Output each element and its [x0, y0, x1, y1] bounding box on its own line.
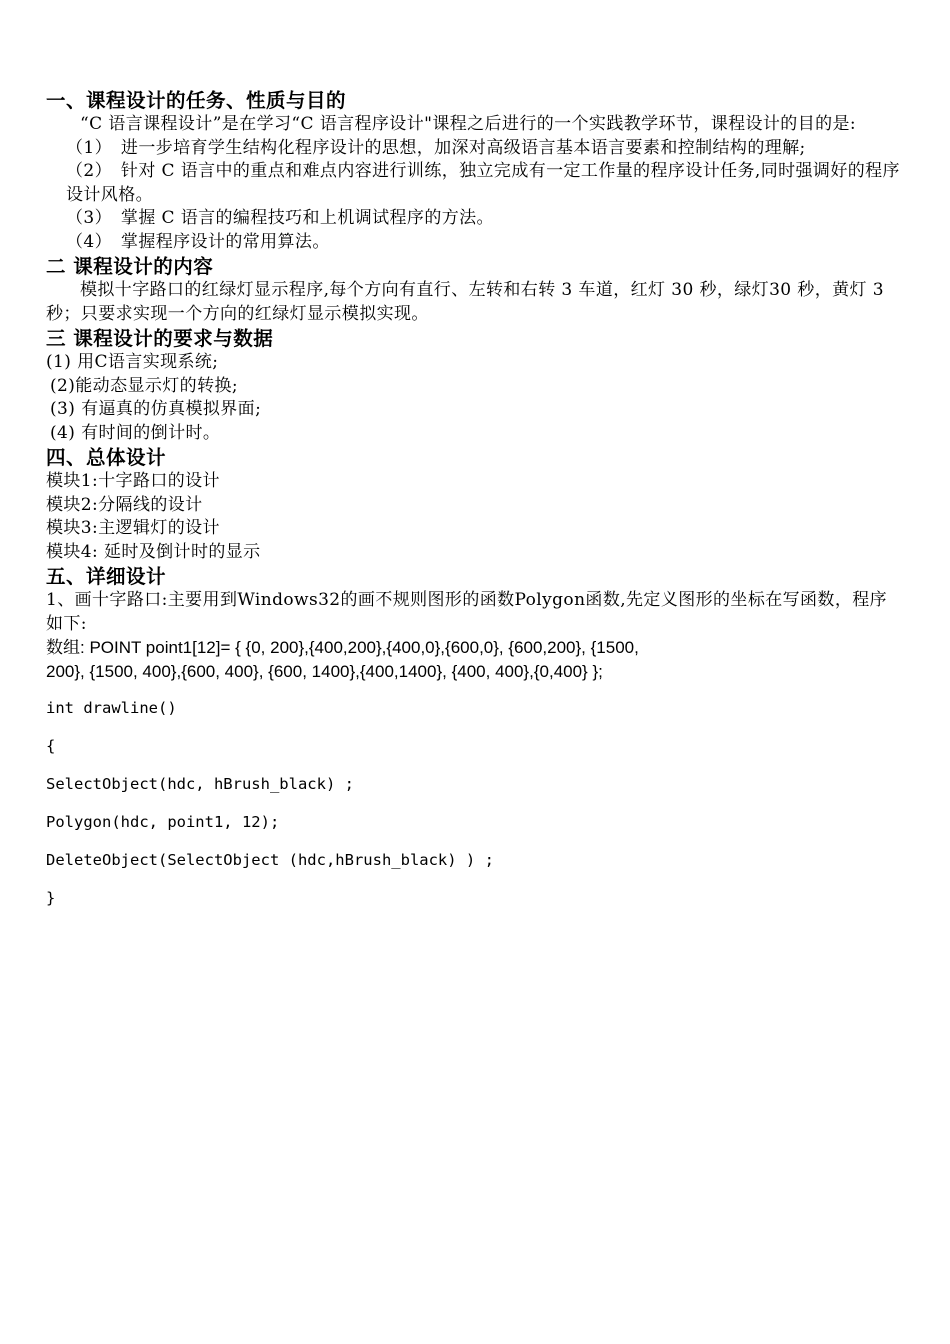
module-item-2: 模块2:分隔线的设计 — [46, 494, 203, 515]
module-item-3: 模块3:主逻辑灯的设计 — [46, 518, 220, 538]
requirement-item-1: (1) 用C语言实现系统; — [46, 352, 219, 372]
code-line: Polygon(hdc, point1, 12); — [46, 813, 280, 831]
requirement-item-4: (4) 有时间的倒计时。 — [50, 422, 221, 443]
section-5-heading: 五、详细设计 — [46, 565, 167, 588]
code-line: DeleteObject(SelectObject (hdc,hBrush_black) ) ; — [46, 851, 494, 869]
detail-paragraph: 1、画十字路口:主要用到Windows32的画不规则图形的函数Polygon函数,先定义图形的坐标在写函数，程序如下: — [46, 590, 888, 634]
array-declaration-line-2: 200}, {1500, 400},{600, 400}, {600, 1400},{400,1400}, {400, 400},{0,400} }; — [46, 662, 603, 681]
section-1-intro: “C 语言课程设计”是在学习“C 语言程序设计"课程之后进行的一个实践教学环节，课程设计的目的是: — [80, 114, 857, 134]
code-line: SelectObject(hdc, hBrush_black) ; — [46, 775, 354, 793]
section-1-heading: 一、课程设计的任务、性质与目的 — [46, 89, 347, 112]
section-1-item-3: （3） 掌握 C 语言的编程技巧和上机调试程序的方法。 — [66, 208, 494, 228]
section-4-heading: 四、总体设计 — [46, 446, 167, 469]
module-item-1: 模块1:十字路口的设计 — [46, 471, 220, 491]
code-line: { — [46, 737, 56, 755]
section-1-item-1: （1） 进一步培育学生结构化程序设计的思想，加深对高级语言基本语言要素和控制结构的理解; — [66, 137, 806, 158]
code-line: int drawline() — [46, 699, 177, 717]
code-block — [46, 698, 904, 908]
document-page — [46, 88, 904, 926]
requirement-item-3: (3) 有逼真的仿真模拟界面; — [50, 399, 262, 419]
requirement-item-2: (2)能动态显示灯的转换; — [50, 375, 239, 396]
section-1-item-2: （2） 针对 C 语言中的重点和难点内容进行训练，独立完成有一定工作量的程序设计任务,同时强调好的程序设计风格。 — [66, 161, 900, 205]
section-2-body: 模拟十字路口的红绿灯显示程序,每个方向有直行、左转和右转 3 车道，红灯 30 秒，绿灯30 秒，黄灯 3 秒；只要求实现一个方向的红绿灯显示模拟实现。 — [46, 280, 884, 324]
section-1-item-4: （4） 掌握程序设计的常用算法。 — [66, 231, 330, 252]
section-2-heading: 二 课程设计的内容 — [46, 255, 214, 278]
array-declaration-line-1: 数组: POINT point1[12]= { {0, 200},{400,200},{400,0},{600,0}, {600,200}, {1500, — [46, 638, 639, 657]
section-3-heading: 三 课程设计的要求与数据 — [46, 327, 274, 350]
module-item-4: 模块4: 延时及倒计时的显示 — [46, 541, 261, 562]
code-line: } — [46, 889, 56, 907]
